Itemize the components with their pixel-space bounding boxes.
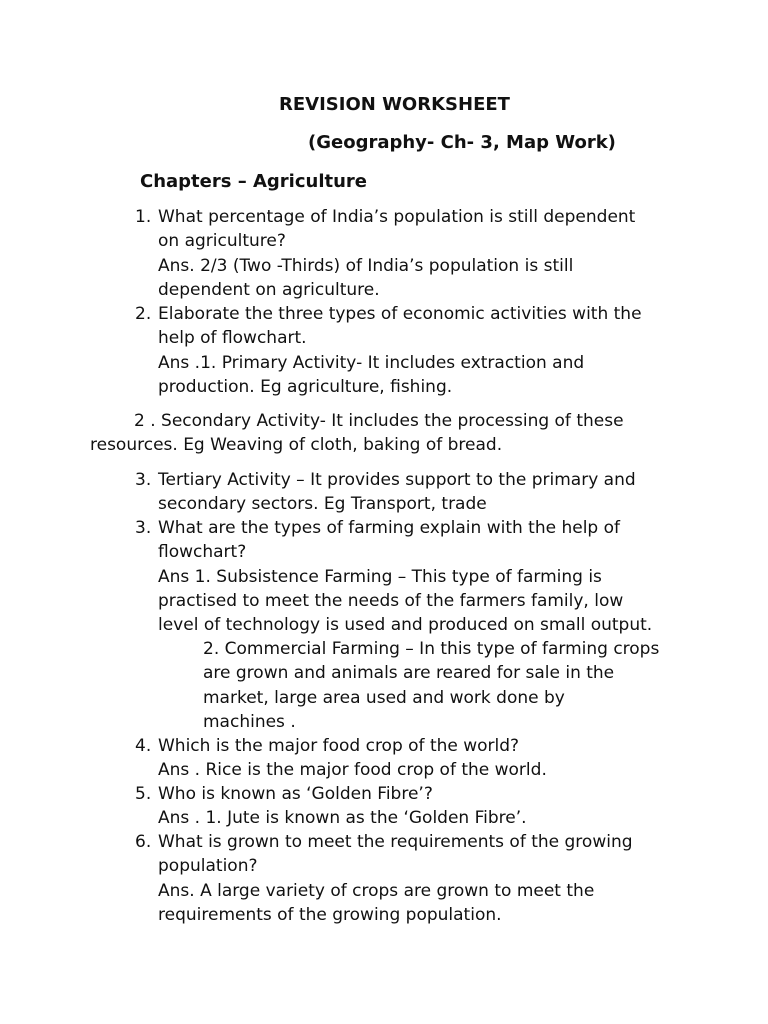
question-number: 2. — [135, 304, 152, 324]
question-5 — [0, 782, 768, 831]
answer-text: are grown and animals are reared for sale in the — [203, 663, 615, 684]
question-text: What are the types of farming explain with the help of — [158, 518, 621, 538]
question-text: Elaborate the three types of economic activities with the — [158, 304, 642, 324]
answer-text: dependent on agriculture. — [158, 279, 380, 300]
answer-text: level of technology is used and produced on small output. — [158, 615, 653, 636]
answer-text: requirements of the growing population. — [158, 904, 502, 925]
question-text: What is grown to meet the requirements of the growing — [158, 832, 633, 852]
question-number: 6. — [135, 832, 152, 852]
question-text: What percentage of India’s population is still dependent — [158, 207, 636, 227]
answer-text: 2 . Secondary Activity- It includes the processing of these — [134, 411, 624, 431]
secondary-activity-paragraph — [0, 409, 660, 458]
question-text: Who is known as ‘Golden Fibre’? — [158, 784, 433, 804]
page-subtitle: (Geography- Ch- 3, Map Work) — [308, 132, 616, 153]
tertiary-activity-item — [0, 468, 768, 517]
question-2 — [0, 302, 768, 399]
answer-text: machines . — [203, 711, 296, 732]
answer-text: production. Eg agriculture, fishing. — [158, 376, 453, 397]
answer-text: Tertiary Activity – It provides support to the primary and — [158, 470, 636, 490]
question-number: 1. — [135, 207, 152, 227]
answer-text: Ans .1. Primary Activity- It includes extraction and — [158, 352, 585, 373]
answer-text: Ans . 1. Jute is known as the ‘Golden Fibre’. — [158, 808, 527, 829]
answer-text: practised to meet the needs of the farmers family, low — [158, 590, 624, 611]
answer-text: resources. Eg Weaving of cloth, baking of bread. — [90, 435, 503, 456]
question-number: 4. — [135, 736, 152, 756]
answer-text: market, large area used and work done by — [203, 687, 565, 708]
item-number: 3. — [135, 470, 152, 490]
question-text: population? — [158, 856, 258, 877]
question-number: 3. — [135, 518, 152, 538]
question-text: help of flowchart. — [158, 328, 307, 349]
answer-text: Ans. 2/3 (Two -Thirds) of India’s population is still — [158, 255, 574, 276]
answer-text: Ans. A large variety of crops are grown to meet the — [158, 880, 595, 901]
answer-text: Ans . Rice is the major food crop of the world. — [158, 760, 547, 781]
question-3 — [0, 516, 768, 637]
question-text: Which is the major food crop of the world? — [158, 736, 520, 756]
question-6 — [0, 830, 768, 927]
answer-text: Ans 1. Subsistence Farming – This type of farming is — [158, 566, 602, 587]
question-text: flowchart? — [158, 542, 247, 563]
question-text: on agriculture? — [158, 231, 286, 252]
question-number: 5. — [135, 784, 152, 804]
commercial-farming-answer — [0, 637, 703, 734]
question-4 — [0, 734, 768, 783]
answer-text: 2. Commercial Farming – In this type of farming crops — [203, 639, 660, 659]
page-title: REVISION WORKSHEET — [279, 94, 510, 115]
question-1 — [0, 205, 768, 302]
answer-text: secondary sectors. Eg Transport, trade — [158, 494, 487, 515]
chapter-heading: Chapters – Agriculture — [140, 171, 368, 192]
